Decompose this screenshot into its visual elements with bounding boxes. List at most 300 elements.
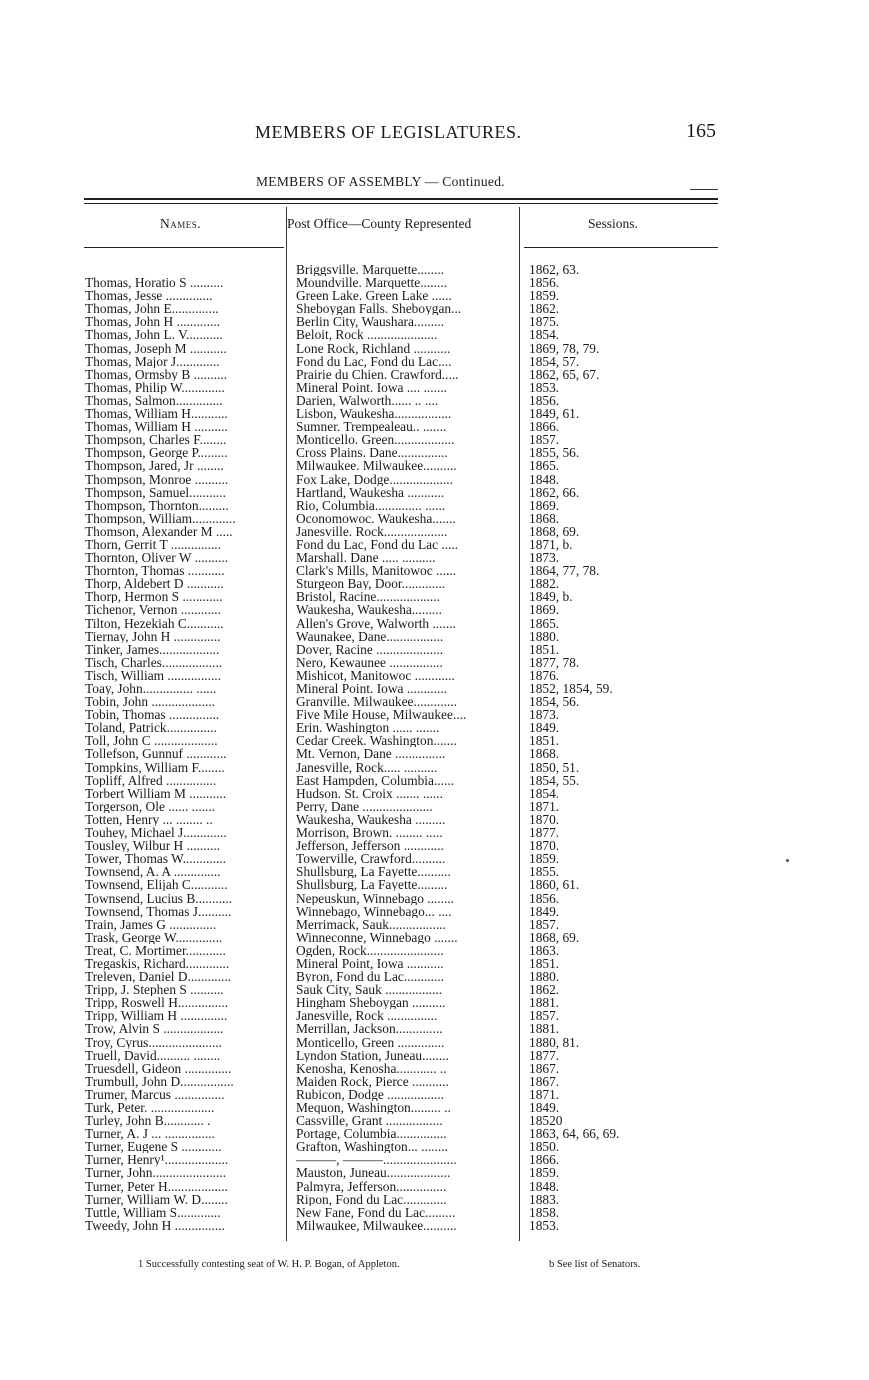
member-name: Tweedy, John H ............... xyxy=(85,1218,225,1232)
table-row xyxy=(0,368,869,381)
running-title: MEMBERS OF LEGISLATURES. xyxy=(255,122,522,142)
table-row xyxy=(0,1036,869,1049)
member-name: Tripp, J. Stephen S .......... xyxy=(85,983,224,997)
sessions: 1870. xyxy=(529,839,560,853)
table-row xyxy=(0,603,869,616)
post-office-county: Portage, Columbia............... xyxy=(296,1127,447,1141)
table-row xyxy=(0,577,869,590)
table-row xyxy=(0,630,869,643)
table-row xyxy=(0,892,869,905)
sessions: 1849, b. xyxy=(529,590,573,604)
post-office-county: Kenosha, Kenosha............ .. xyxy=(296,1061,447,1075)
post-office-county: Mishicot, Manitowoc ............ xyxy=(296,668,455,682)
table-row xyxy=(0,682,869,695)
table-row xyxy=(0,1153,869,1166)
post-office-county: Waukesha, Waukesha......... xyxy=(296,603,442,617)
post-office-county: Ogden, Rock....................... xyxy=(296,943,444,957)
member-name: Thomas, Major J............. xyxy=(85,354,220,368)
post-office-county: East Hampden, Columbia...... xyxy=(296,773,455,787)
table-row xyxy=(0,747,869,760)
post-office-county: Fond du Lac, Fond du Lac.... xyxy=(296,354,452,368)
post-office-county: Moundville. Marquette........ xyxy=(296,276,447,290)
member-name: Thompson, George P......... xyxy=(85,446,228,460)
member-name: Tilton, Hezekiah C........... xyxy=(85,616,224,630)
table-row xyxy=(0,289,869,302)
member-name: Tichenor, Vernon ............ xyxy=(85,603,221,617)
table-row xyxy=(0,315,869,328)
table-row xyxy=(0,538,869,551)
member-name: Troy, Cyrus...................... xyxy=(85,1035,223,1049)
post-office-county: ———, ———...................... xyxy=(296,1153,457,1167)
sessions: 1865. xyxy=(529,616,560,630)
member-name: Turner, A. J ... ............... xyxy=(85,1127,215,1141)
sessions: 1853. xyxy=(529,380,560,394)
member-name: Trumer, Marcus ............... xyxy=(85,1087,225,1101)
page-number: 165 xyxy=(686,120,716,142)
member-name: Townsend, Lucius B........... xyxy=(85,891,233,905)
sessions: 1862, 66. xyxy=(529,485,580,499)
sessions: 1863. xyxy=(529,943,560,957)
post-office-county: Lyndon Station, Juneau........ xyxy=(296,1048,449,1062)
table-row xyxy=(0,617,869,630)
table-row xyxy=(0,551,869,564)
sessions: 1857. xyxy=(529,1009,560,1023)
post-office-county: Monticello, Green .............. xyxy=(296,1035,445,1049)
member-name: Turner, John...................... xyxy=(85,1166,227,1180)
post-office-county: Fond du Lac, Fond du Lac ..... xyxy=(296,537,459,551)
sessions: 1855. xyxy=(529,865,560,879)
table-row xyxy=(0,1127,869,1140)
member-name: Thomas, John L. V........... xyxy=(85,328,223,342)
sessions: 1868, 69. xyxy=(529,524,580,538)
post-office-county: Sheboygan Falls. Sheboygan... xyxy=(296,302,462,316)
member-name: Tousley, Wilbur H .......... xyxy=(85,839,221,853)
post-office-county: Janesville, Rock..... .......... xyxy=(296,760,438,774)
sessions: 1873. xyxy=(529,551,560,565)
footnote-b: b See list of Senators. xyxy=(549,1259,641,1270)
member-name: Toland, Patrick............... xyxy=(85,721,217,735)
sessions: 1866. xyxy=(529,420,560,434)
post-office-county: Beloit, Rock ..................... xyxy=(296,328,438,342)
post-office-county: Jefferson, Jefferson ............ xyxy=(296,839,444,853)
table-row xyxy=(0,1166,869,1179)
table-row xyxy=(0,643,869,656)
member-name: Topliff, Alfred ............... xyxy=(85,773,217,787)
table-row xyxy=(0,1206,869,1219)
table-row xyxy=(0,433,869,446)
sessions: 1851. xyxy=(529,734,560,748)
sessions: 1862, 65, 67. xyxy=(529,367,600,381)
member-name: Townsend, Elijah C........... xyxy=(85,878,228,892)
table-row xyxy=(0,564,869,577)
table-top-rule-2 xyxy=(84,203,718,204)
table-row xyxy=(0,1219,869,1232)
post-office-county: Darien, Walworth...... .. .... xyxy=(296,393,439,407)
post-office-county: Waunakee, Dane................. xyxy=(296,629,444,643)
table-row xyxy=(0,263,869,276)
sessions: 18520 xyxy=(529,1114,563,1128)
table-row xyxy=(0,1114,869,1127)
post-office-county: Merrimack, Sauk................. xyxy=(296,917,446,931)
table-row xyxy=(0,761,869,774)
table-row xyxy=(0,957,869,970)
post-office-county: Granville. Milwaukee............. xyxy=(296,695,458,709)
sessions: 1849. xyxy=(529,1101,560,1114)
post-office-county: Lone Rock, Richland ........... xyxy=(296,341,451,355)
table-row xyxy=(0,1101,869,1114)
table-row xyxy=(0,394,869,407)
table-row xyxy=(0,708,869,721)
table-row xyxy=(0,905,869,918)
member-name: Trow, Alvin S .................. xyxy=(85,1022,224,1036)
section-subtitle: MEMBERS OF ASSEMBLY — Continued. xyxy=(256,174,505,189)
post-office-county: Towerville, Crawford.......... xyxy=(296,852,446,866)
table-row xyxy=(0,787,869,800)
post-office-county: Winnebago, Winnebago... .... xyxy=(296,904,452,918)
member-name: Turner, Eugene S ............ xyxy=(85,1140,222,1154)
member-name: Torbert William M ........... xyxy=(85,786,227,800)
sessions: 1867. xyxy=(529,1074,560,1088)
member-name: Townsend, Thomas J.......... xyxy=(85,904,232,918)
post-office-county: Marshall. Dane ..... .......... xyxy=(296,551,436,565)
member-name: Thorn, Gerrit T ............... xyxy=(85,537,221,551)
sessions: 1850, 51. xyxy=(529,760,580,774)
member-name: Thomas, John H ............. xyxy=(85,315,221,329)
table-row xyxy=(0,721,869,734)
table-row xyxy=(0,970,869,983)
sessions: 1857. xyxy=(529,433,560,447)
sessions: 1854. xyxy=(529,328,560,342)
table-row xyxy=(0,656,869,669)
sessions: 1849. xyxy=(529,904,560,918)
sessions: 1859. xyxy=(529,1166,560,1180)
sessions: 1856. xyxy=(529,276,560,290)
member-name: Truell, David.......... ........ xyxy=(85,1048,221,1062)
member-name: Thorp, Hermon S ............ xyxy=(85,590,223,604)
post-office-county: Mineral Point. Iowa .... ....... xyxy=(296,380,447,394)
sessions: 1854. xyxy=(529,786,560,800)
post-office-county: Nero, Kewaunee ................ xyxy=(296,655,443,669)
member-name: Turner, Peter H.................. xyxy=(85,1179,228,1193)
post-office-county: Oconomowoc. Waukesha....... xyxy=(296,511,456,525)
member-name: Thornton, Oliver W .......... xyxy=(85,551,229,565)
post-office-county: Erin. Washington ...... ....... xyxy=(296,721,440,735)
member-name: Thomson, Alexander M ..... xyxy=(85,524,233,538)
member-name: Trask, George W.............. xyxy=(85,930,223,944)
sessions: 1877. xyxy=(529,826,560,840)
table-row xyxy=(0,918,869,931)
member-name: Truesdell, Gideon .............. xyxy=(85,1061,232,1075)
post-office-county: Merrillan, Jackson.............. xyxy=(296,1022,443,1036)
member-name: Trumbull, John D................ xyxy=(85,1074,234,1088)
sessions: 1858. xyxy=(529,1205,560,1219)
table-row xyxy=(0,983,869,996)
table-row xyxy=(0,420,869,433)
member-name: Tollefson, Gunnuf ............ xyxy=(85,747,227,761)
member-name: Thornton, Thomas ........... xyxy=(85,564,225,578)
post-office-county: Green Lake. Green Lake ...... xyxy=(296,289,452,303)
post-office-county: Hingham Sheboygan .......... xyxy=(296,996,446,1010)
post-office-county: Janesville, Rock ............... xyxy=(296,1009,438,1023)
sessions: 1877. xyxy=(529,1048,560,1062)
sessions: 1852, 1854, 59. xyxy=(529,682,613,695)
member-name: Tripp, Roswell H............... xyxy=(85,996,229,1010)
table-row xyxy=(0,1049,869,1062)
member-name: Tripp, William H .............. xyxy=(85,1009,228,1023)
member-name: Thomas, Philip W............. xyxy=(85,380,225,394)
table-row xyxy=(0,931,869,944)
page-speck xyxy=(786,859,789,862)
post-office-county: Dover, Racine .................... xyxy=(296,642,444,656)
post-office-county: Perry, Dane ..................... xyxy=(296,799,433,813)
member-name: Thomas, Salmon.............. xyxy=(85,393,223,407)
post-office-county: Hartland, Waukesha ........... xyxy=(296,485,445,499)
sessions: 1848. xyxy=(529,472,560,486)
member-name: Turner, William W. D........ xyxy=(85,1192,228,1206)
sessions: 1873. xyxy=(529,708,560,722)
sessions: 1854, 56. xyxy=(529,695,580,709)
table-row xyxy=(0,302,869,315)
member-name: Thomas, Joseph M ........... xyxy=(85,341,227,355)
sessions: 1860, 61. xyxy=(529,878,580,892)
table-row xyxy=(0,878,869,891)
member-name: Tobin, John ................... xyxy=(85,695,215,709)
post-office-county: Rio, Columbia.............. ...... xyxy=(296,498,446,512)
post-office-county: Shullsburg, La Fayette.......... xyxy=(296,865,451,879)
member-name: Tinker, James.................. xyxy=(85,642,220,656)
sessions: 1851. xyxy=(529,956,560,970)
member-name: Thompson, Jared, Jr ........ xyxy=(85,459,224,473)
member-name: Thompson, Samuel........... xyxy=(85,485,226,499)
member-name: Torgerson, Ole ...... ....... xyxy=(85,799,216,813)
post-office-county: Cross Plains. Dane............... xyxy=(296,446,448,460)
post-office-county: Waukesha, Waukesha ......... xyxy=(296,812,446,826)
column-header-names: Names. xyxy=(160,216,202,231)
sessions: 1866. xyxy=(529,1153,560,1167)
sessions: 1859. xyxy=(529,289,560,303)
sessions: 1862, 63. xyxy=(529,263,580,276)
member-name: Tower, Thomas W............. xyxy=(85,852,227,866)
member-name: Thomas, William H .......... xyxy=(85,420,228,434)
post-office-county: Winneconne, Winnebago ....... xyxy=(296,930,458,944)
post-office-county: Milwaukee. Milwaukee.......... xyxy=(296,459,457,473)
member-name: Tisch, William ................ xyxy=(85,668,221,682)
post-office-county: Mineral Point. Iowa ............ xyxy=(296,682,447,695)
table-row xyxy=(0,800,869,813)
sessions: 1869. xyxy=(529,603,560,617)
table-row xyxy=(0,499,869,512)
sessions: 1875. xyxy=(529,315,560,329)
post-office-county: Ripon, Fond du Lac............. xyxy=(296,1192,447,1206)
table-row xyxy=(0,1193,869,1206)
table-row xyxy=(0,1140,869,1153)
table-row xyxy=(0,774,869,787)
member-name: Turk, Peter. ................... xyxy=(85,1101,215,1114)
sessions: 1868. xyxy=(529,747,560,761)
table-row xyxy=(0,734,869,747)
post-office-county: Sauk City, Sauk ................. xyxy=(296,983,443,997)
post-office-county: Hudson. St. Croix ....... ...... xyxy=(296,786,443,800)
post-office-county: Grafton, Washington... ........ xyxy=(296,1140,448,1154)
table-row xyxy=(0,839,869,852)
sessions: 1857. xyxy=(529,917,560,931)
post-office-county: Prairie du Chien. Crawford..... xyxy=(296,367,459,381)
table-row xyxy=(0,865,869,878)
post-office-county: Lisbon, Waukesha................. xyxy=(296,407,452,421)
header-rule-names xyxy=(84,247,284,248)
sessions: 1864, 77, 78. xyxy=(529,564,600,578)
sessions: 1862. xyxy=(529,302,560,316)
member-name: Tregaskis, Richard............. xyxy=(85,956,230,970)
post-office-county: New Fane, Fond du Lac......... xyxy=(296,1205,456,1219)
column-header-sessions: Sessions. xyxy=(588,216,638,231)
member-name: Totten, Henry ... ........ .. xyxy=(85,812,213,826)
sessions: 1848. xyxy=(529,1179,560,1193)
member-name: Toll, John C ................... xyxy=(85,734,218,748)
subtitle-rule xyxy=(690,189,718,190)
post-office-county: Maiden Rock, Pierce ........... xyxy=(296,1074,449,1088)
table-row xyxy=(0,695,869,708)
table-row xyxy=(0,1009,869,1022)
sessions: 1871, b. xyxy=(529,537,573,551)
table-row xyxy=(0,276,869,289)
sessions: 1856. xyxy=(529,891,560,905)
sessions: 1882. xyxy=(529,577,560,591)
sessions: 1883. xyxy=(529,1192,560,1206)
sessions: 1877, 78. xyxy=(529,655,580,669)
member-name: Tisch, Charles.................. xyxy=(85,655,223,669)
sessions: 1871. xyxy=(529,1087,560,1101)
member-name: Thomas, Horatio S .......... xyxy=(85,276,224,290)
table-row xyxy=(0,525,869,538)
table-row xyxy=(0,669,869,682)
table-row xyxy=(0,1088,869,1101)
member-name: Thomas, Jesse .............. xyxy=(85,289,213,303)
table-row xyxy=(0,459,869,472)
table-row xyxy=(0,852,869,865)
member-name: Train, James G .............. xyxy=(85,917,217,931)
sessions: 1867. xyxy=(529,1061,560,1075)
member-name: Thompson, Charles F........ xyxy=(85,433,227,447)
table-row xyxy=(0,407,869,420)
post-office-county: Rubicon, Dodge ................. xyxy=(296,1087,445,1101)
member-name: Thompson, Monroe .......... xyxy=(85,472,229,486)
sessions: 1855, 56. xyxy=(529,446,580,460)
sessions: 1865. xyxy=(529,459,560,473)
sessions: 1880, 81. xyxy=(529,1035,580,1049)
post-office-county: Sturgeon Bay, Door............. xyxy=(296,577,446,591)
member-name: Turley, John B............ . xyxy=(85,1114,211,1128)
member-name: Tobin, Thomas ............... xyxy=(85,708,220,722)
table-row xyxy=(0,590,869,603)
table-row xyxy=(0,446,869,459)
post-office-county: Five Mile House, Milwaukee.... xyxy=(296,708,467,722)
post-office-county: Morrison, Brown. ........ ..... xyxy=(296,826,443,840)
table-row xyxy=(0,1022,869,1035)
table-row xyxy=(0,328,869,341)
sessions: 1870. xyxy=(529,812,560,826)
header-rule-sessions xyxy=(524,247,718,248)
post-office-county: Byron, Fond du Lac............ xyxy=(296,970,445,984)
member-name: Thomas, Ormsby B .......... xyxy=(85,367,228,381)
member-name: Toay, John............... ...... xyxy=(85,682,217,695)
table-row xyxy=(0,826,869,839)
table-row xyxy=(0,1180,869,1193)
sessions: 1869, 78, 79. xyxy=(529,341,600,355)
member-name: Treleven, Daniel D............. xyxy=(85,970,232,984)
post-office-county: Nepeuskun, Winnebago ........ xyxy=(296,891,455,905)
table-row xyxy=(0,512,869,525)
sessions: 1854, 57. xyxy=(529,354,580,368)
sessions: 1863, 64, 66, 69. xyxy=(529,1127,620,1141)
sessions: 1859. xyxy=(529,852,560,866)
post-office-county: Bristol, Racine................... xyxy=(296,590,440,604)
table-row xyxy=(0,342,869,355)
sessions: 1881. xyxy=(529,1022,560,1036)
post-office-county: Palmyra, Jefferson............... xyxy=(296,1179,447,1193)
member-name: Townsend, A. A .............. xyxy=(85,865,221,879)
member-name: Touhey, Michael J............. xyxy=(85,826,227,840)
member-name: Thompson, Thornton......... xyxy=(85,498,229,512)
sessions: 1871. xyxy=(529,799,560,813)
member-name: Thompson, William............. xyxy=(85,511,236,525)
column-header-post-office: Post Office—County Represented xyxy=(287,216,472,231)
post-office-county: Mineral Point, Iowa ........... xyxy=(296,956,444,970)
post-office-county: Milwaukee, Milwaukee.......... xyxy=(296,1218,457,1232)
table-row xyxy=(0,813,869,826)
sessions: 1868. xyxy=(529,511,560,525)
table-row xyxy=(0,473,869,486)
post-office-county: Allen's Grove, Walworth ....... xyxy=(296,616,456,630)
table-row xyxy=(0,944,869,957)
post-office-county: Mt. Vernon, Dane ............... xyxy=(296,747,446,761)
running-head xyxy=(0,122,869,146)
post-office-county: Briggsville. Marquette........ xyxy=(296,263,445,276)
post-office-county: Monticello. Green.................. xyxy=(296,433,455,447)
member-name: Tiernay, John H .............. xyxy=(85,629,221,643)
post-office-county: Cassville, Grant ................. xyxy=(296,1114,443,1128)
sessions: 1862. xyxy=(529,983,560,997)
sessions: 1881. xyxy=(529,996,560,1010)
sessions: 1849, 61. xyxy=(529,407,580,421)
sessions: 1880. xyxy=(529,970,560,984)
table-row xyxy=(0,381,869,394)
member-name: Tompkins, William F........ xyxy=(85,760,225,774)
post-office-county: Mauston, Juneau................... xyxy=(296,1166,451,1180)
sessions: 1876. xyxy=(529,668,560,682)
sessions: 1856. xyxy=(529,393,560,407)
footnote-1: 1 Successfully contesting seat of W. H. P. Bogan, of Appleton. xyxy=(138,1259,400,1270)
table-row xyxy=(0,355,869,368)
sessions: 1869. xyxy=(529,498,560,512)
sessions: 1868, 69. xyxy=(529,930,580,944)
post-office-county: Berlin City, Waushara......... xyxy=(296,315,445,329)
table-row xyxy=(0,996,869,1009)
member-name: Turner, Henry¹................... xyxy=(85,1153,229,1167)
sessions: 1854, 55. xyxy=(529,773,580,787)
member-name: Thomas, John E.............. xyxy=(85,302,219,316)
sessions: 1853. xyxy=(529,1218,560,1232)
post-office-county: Clark's Mills, Manitowoc ...... xyxy=(296,564,457,578)
member-name: Treat, C. Mortimer............ xyxy=(85,943,226,957)
members-table-body xyxy=(0,263,869,1232)
post-office-county: Shullsburg, La Fayette......... xyxy=(296,878,448,892)
sessions: 1851. xyxy=(529,642,560,656)
table-top-rule xyxy=(84,198,718,200)
post-office-county: Fox Lake, Dodge................... xyxy=(296,472,453,486)
post-office-county: Cedar Creek. Washington....... xyxy=(296,734,457,748)
post-office-county: Sumner. Trempealeau.. ....... xyxy=(296,420,447,434)
